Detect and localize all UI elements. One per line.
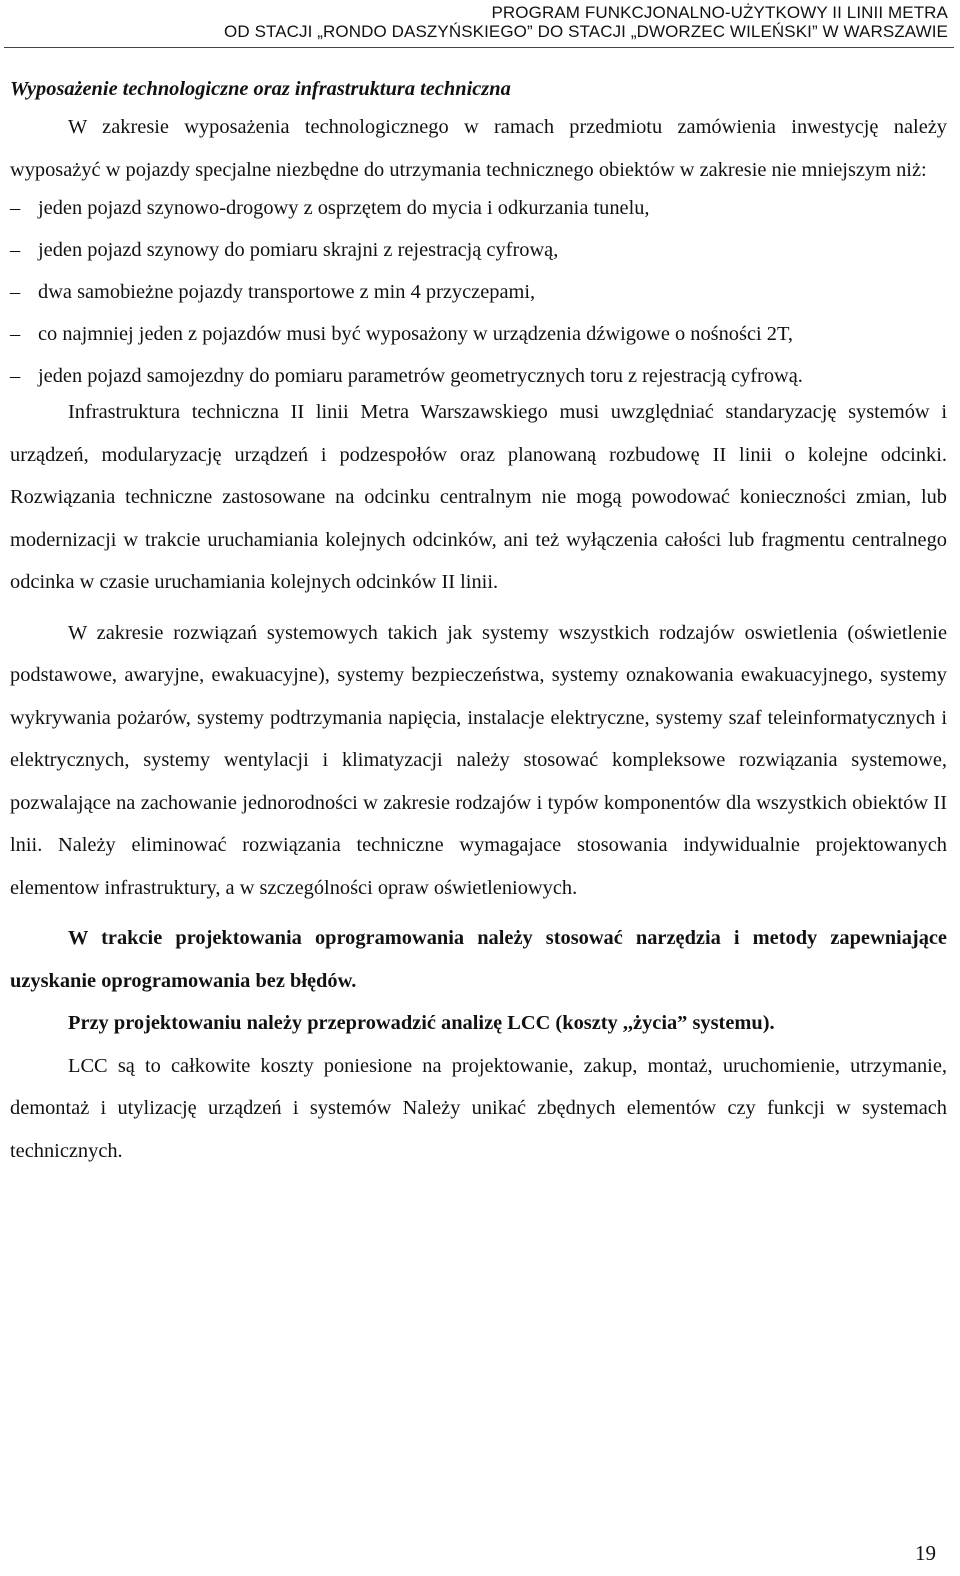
page-number: 19 (915, 1541, 936, 1565)
list-item-text: co najmniej jeden z pojazdów musi być wyposażony w urządzenia dźwigowe o nośności 2T, (38, 323, 793, 345)
header-divider (4, 47, 954, 48)
list-item-text: dwa samobieżne pojazdy transportowe z min 4 przyczepami, (38, 281, 536, 303)
paragraph-infrastructure: Infrastruktura techniczna II linii Metra Warszawskiego musi uwzględniać standaryzację systemów i urządzeń, modularyzację urządzeń i podzespołów oraz planowaną rozbudowę II linii o kolejne odcinki. Rozwiązania techniczne zastosowane na odcinku centralnym nie mogą powodować konieczności zmian, lub modernizacji w trakcie uruchamiania kolejnych odcinków, ani też wyłączenia całości lub fragmentu centralnego odcinka w czasie uruchamiania kolejnych odcinków II linii. (10, 401, 947, 593)
section-heading: Wyposażenie technologiczne oraz infrastruktura techniczna (10, 78, 511, 100)
list-item-text: jeden pojazd szynowo-drogowy z osprzętem do mycia i odkurzania tunelu, (38, 197, 650, 219)
list-item-text: jeden pojazd szynowy do pomiaru skrajni z rejestracją cyfrową, (38, 239, 559, 261)
dash-bullet: – (10, 281, 21, 303)
list-item (10, 197, 947, 219)
list-item (10, 239, 947, 261)
paragraph-software-design: W trakcie projektowania oprogramowania należy stosować narzędzia i metody zapewniające uzyskanie oprogramowania bez błędów. (10, 927, 947, 992)
list-item (10, 323, 947, 345)
paragraph-lcc-definition: LCC są to całkowite koszty poniesione na projektowanie, zakup, montaż, uruchomienie, utrzymanie, demontaż i utylizację urządzeń i systemów Należy unikać zbędnych elementów czy funkcji w systemach technicznych. (10, 1054, 947, 1162)
list-item (10, 281, 947, 303)
dash-bullet: – (10, 365, 21, 387)
header-line-2: OD STACJI „RONDO DASZYŃSKIEGO” DO STACJI „DWORZEC WILEŃSKI” W WARSZAWIE (224, 22, 948, 41)
list-item-text: jeden pojazd samojezdny do pomiaru parametrów geometrycznych toru z rejestracją cyfrową. (38, 365, 803, 387)
page-header (0, 3, 948, 41)
dash-bullet: – (10, 197, 21, 219)
paragraph-system-solutions: W zakresie rozwiązań systemowych takich jak systemy wszystkich rodzajów oswietlenia (oświetlenie podstawowe, awaryjne, ewakuacyjne), systemy bezpieczeństwa, systemy oznakowania ewakuacyjnego, systemy wykrywania pożarów, systemy podtrzymania napięcia, instalacje elektryczne, systemy szaf teleinformatycznych i elektrycznych, systemy wentylacji i klimatyzacji należy stosować kompleksowe rozwiązania systemowe, pozwalające na zachowanie jednorodności w zakresie rodzajów i typów komponentów dla wszystkich obiektów II lnii. Należy eliminować rozwiązania techniczne wymagajace stosowania indywidualnie projektowanych elementow infrastruktury, a w szczególności opraw oświetleniowych. (10, 621, 947, 899)
dash-bullet: – (10, 323, 21, 345)
document-body (10, 72, 947, 1172)
list-item (10, 365, 947, 387)
vehicle-list (10, 197, 947, 387)
header-line-1: PROGRAM FUNKCJONALNO-UŻYTKOWY II LINII METRA (491, 3, 948, 22)
paragraph-lcc-analysis: Przy projektowaniu należy przeprowadzić analizę LCC (koszty ,,życia” systemu). (68, 1012, 775, 1034)
vehicle-list-wrapper (10, 197, 947, 387)
dash-bullet: – (10, 239, 21, 261)
intro-paragraph: W zakresie wyposażenia technologicznego w ramach przedmiotu zamówienia inwestycję należy wyposażyć w pojazdy specjalne niezbędne do utrzymania technicznego obiektów w zakresie nie mniejszym niż: (10, 116, 947, 181)
